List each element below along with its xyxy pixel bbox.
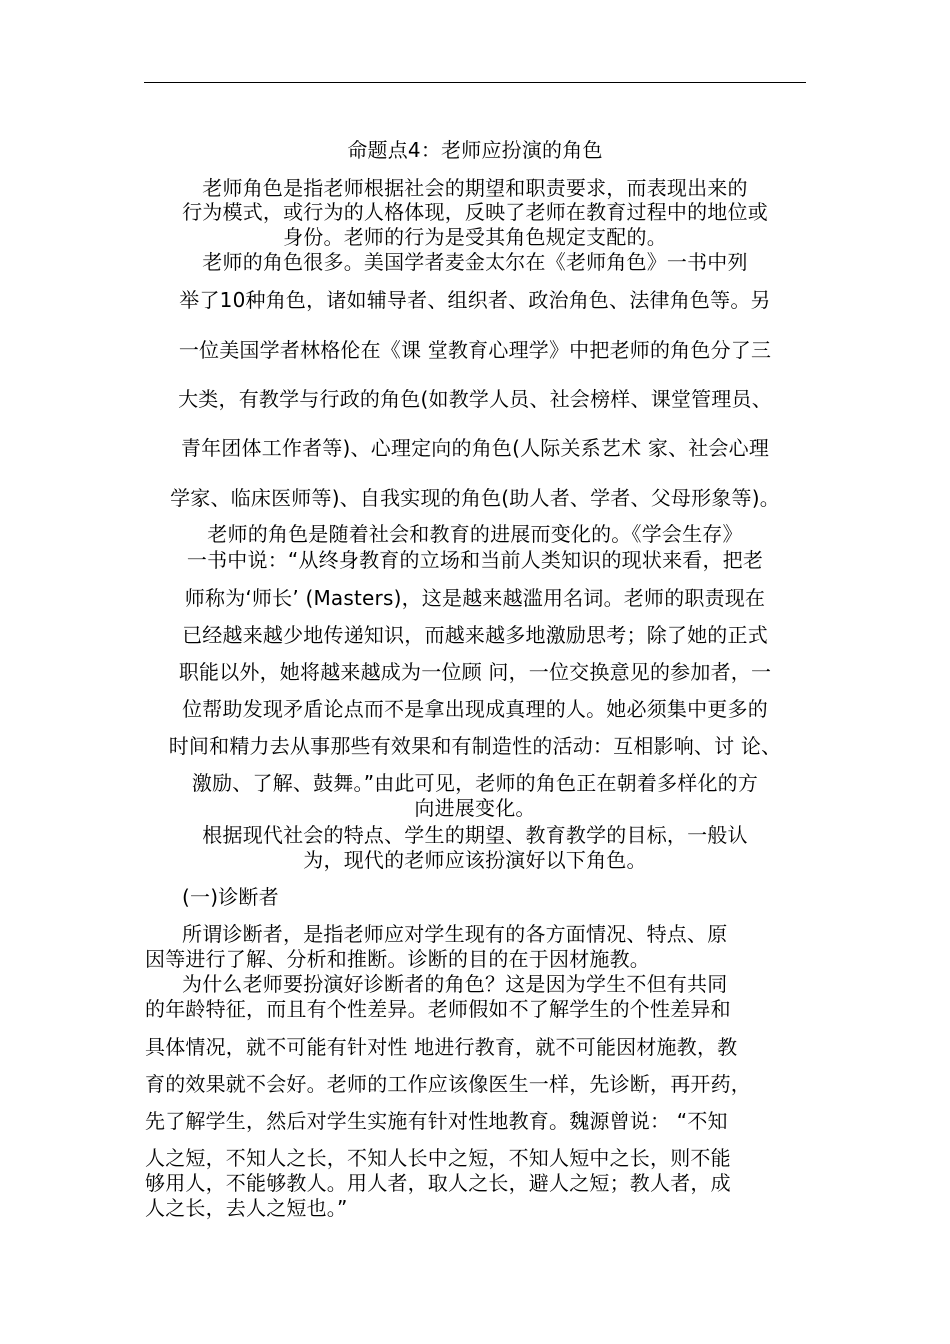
- paragraph-line: 职能以外，她将越来越成为一位顾 问，一位交换意见的参加者，一: [178, 660, 772, 684]
- paragraph-line: 人之短，不知人之长，不知人长中之短，不知人短中之长，则不能: [145, 1146, 731, 1170]
- paragraph-line: 一位美国学者林格伦在《课 堂教育心理学》中把老师的角色分了三: [178, 338, 772, 362]
- paragraph-line: 学家、临床医师等)、自我实现的角色(助人者、学者、父母形象等)。: [170, 486, 780, 510]
- paragraph-line: 具体情况，就不可能有针对性 地进行教育，就不可能因材施教，教: [145, 1035, 738, 1059]
- paragraph-line: 行为模式，或行为的人格体现，反映了老师在教育过程中的地位或: [182, 200, 768, 224]
- paragraph-line: 青年团体工作者等)、心理定向的角色(人际关系艺术 家、社会心理: [180, 436, 770, 460]
- section-heading: (一)诊断者: [182, 885, 279, 909]
- document-title: 命题点4：老师应扮演的角色: [347, 138, 603, 162]
- paragraph-line: 激励、了解、鼓舞。”由此可见，老师的角色正在朝着多样化的方: [191, 771, 759, 795]
- paragraph-line: 一书中说：“从终身教育的立场和当前人类知识的现状来看，把老: [186, 548, 764, 572]
- paragraph-line: 为什么老师要扮演好诊断者的角色？这是因为学生不但有共同: [182, 972, 728, 996]
- paragraph-line: 举了10种角色，诸如辅导者、组织者、政治角色、法律角色等。另: [179, 288, 771, 312]
- paragraph-line: 所谓诊断者，是指老师应对学生现有的各方面情况、特点、原: [182, 922, 728, 946]
- paragraph-line: 人之长，去人之短也。”: [145, 1196, 348, 1220]
- paragraph-line: 的年龄特征，而且有个性差异。老师假如不了解学生的个性差异和: [145, 997, 731, 1021]
- paragraph-line: 够用人，不能够教人。用人者，取人之长，避人之短；教人者，成: [145, 1171, 731, 1195]
- paragraph-line: 根据现代社会的特点、学生的期望、教育教学的目标，一般认: [202, 823, 748, 847]
- header-rule: [144, 82, 806, 83]
- paragraph-line: 因等进行了解、分析和推断。诊断的目的在于因材施教。: [145, 947, 650, 971]
- paragraph-line: 已经越来越少地传递知识，而越来越多地激励思考；除了她的正式: [182, 623, 768, 647]
- paragraph-line: 身份。老师的行为是受其角色规定支配的。: [283, 225, 667, 249]
- paragraph-line: 时间和精力去从事那些有效果和有制造性的活动：互相影响、讨 论、: [168, 734, 782, 758]
- paragraph-line: 为，现代的老师应该扮演好以下角色。: [303, 848, 647, 872]
- paragraph-line: 向进展变化。: [414, 796, 536, 820]
- paragraph-line: 位帮助发现矛盾论点而不是拿出现成真理的人。她必须集中更多的: [182, 697, 768, 721]
- paragraph-line: 育的效果就不会好。老师的工作应该像医生一样，先诊断，再开药，: [145, 1072, 751, 1096]
- paragraph-line: 老师角色是指老师根据社会的期望和职责要求，而表现出来的: [202, 176, 748, 200]
- paragraph-line: 师称为‘师长’ (Masters)，这是越来越滥用名词。老师的职责现在: [184, 586, 766, 610]
- paragraph-line: 老师的角色很多。美国学者麦金太尔在《老师角色》一书中列: [202, 250, 748, 274]
- paragraph-line: 老师的角色是随着社会和教育的进展而变化的。《学会生存》: [207, 522, 743, 546]
- paragraph-line: 大类，有教学与行政的角色(如教学人员、社会榜样、课堂管理员、: [178, 387, 772, 411]
- paragraph-line: 先了解学生，然后对学生实施有针对性地教育。魏源曾说： “不知: [145, 1109, 728, 1133]
